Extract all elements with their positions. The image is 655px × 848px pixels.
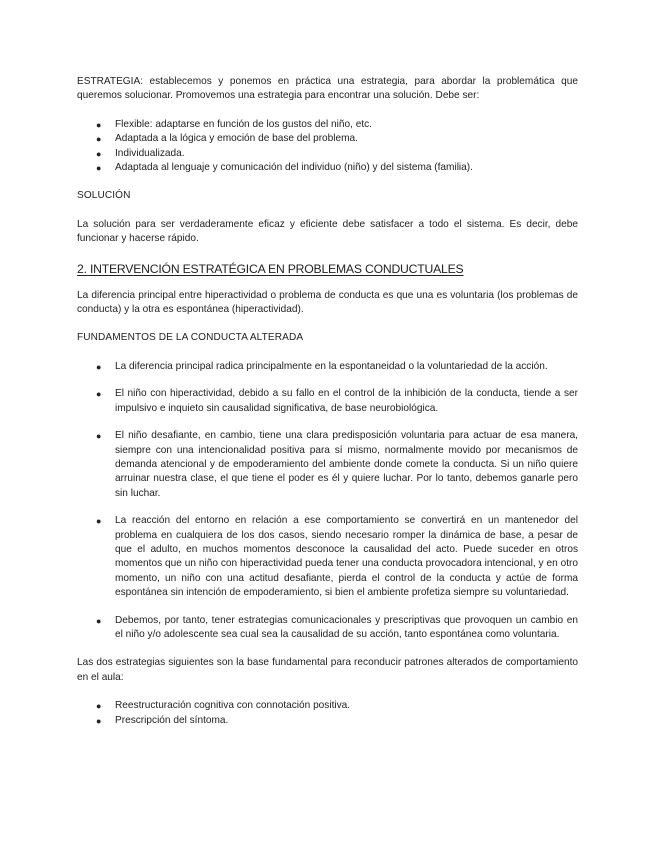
list-item: ● La diferencia principal radica principalmente en la espontaneidad o la voluntariedad de la acción. (77, 360, 578, 374)
fundamentos-label: FUNDAMENTOS DE LA CONDUCTA ALTERADA (77, 332, 304, 344)
list-item: ● Flexible: adaptarse en función de los gustos del niño, etc. (77, 118, 578, 132)
list-item: ● Prescripción del síntoma. (77, 714, 578, 728)
bullet-icon: ● (96, 701, 102, 712)
estrategia-paragraph: ESTRATEGIA: establecemos y ponemos en práctica una estrategia, para abordar la problemática que queremos solucionar. Promovemos una estrategia para encontrar una solución. Debe ser: (77, 76, 578, 102)
section-intro-paragraph: La diferencia principal entre hiperactividad o problema de conducta es que una es voluntaria (los problemas de conducta) y la otra es espontánea (hiperactividad). (77, 289, 578, 316)
bullet-icon: ● (96, 134, 102, 145)
list-item: ● Reestructuración cognitiva con connotación positiva. (77, 699, 578, 713)
bullet-icon: ● (96, 389, 102, 400)
solucion-label: SOLUCIÓN (77, 190, 131, 202)
list-item: ● Adaptada al lenguaje y comunicación del individuo (niño) y del sistema (familia). (77, 161, 578, 175)
list-item: ● El niño desafiante, en cambio, tiene una clara predisposición voluntaria para actuar de esa manera, siempre con una intencionalidad positiva para sí mismo, normalmente movido por mecanismos de demanda atencional y de empoderamiento del ambiente donde comete la conducta. Si un niño quiere arruinar nuestra clase, el que tiene el poder es él y quiere luchar. Por lo tanto, debemos ganarle pero sin luchar. (96, 430, 578, 499)
bullet-icon: ● (96, 715, 102, 726)
bullet-icon: ● (96, 148, 102, 159)
bullet-icon: ● (96, 431, 102, 442)
closing-bullet-list (77, 699, 578, 728)
list-item: ● Individualizada. (77, 147, 578, 161)
list-item: ● Adaptada a la lógica y emoción de base del problema. (77, 132, 578, 146)
bullet-icon: ● (96, 163, 102, 174)
estrategia-bullet-list (77, 118, 578, 176)
document-body (77, 75, 578, 728)
list-item: ● El niño con hiperactividad, debido a su fallo en el control de la inhibición de la conducta, tiende a ser impulsivo e inquieto sin causalidad significativa, de base neurobiológica. (96, 388, 578, 414)
fundamentos-bullet-list (77, 360, 578, 643)
closing-paragraph: Las dos estrategias siguientes son la base fundamental para reconducir patrones alterados de comportamiento en el aula: (77, 657, 578, 683)
bullet-icon: ● (96, 361, 102, 372)
bullet-icon: ● (96, 119, 102, 130)
solucion-paragraph: La solución para ser verdaderamente eficaz y eficiente debe satisfacer a todo el sistema. Es decir, debe funcionar y hacerse rápido. (77, 218, 578, 245)
bullet-icon: ● (96, 516, 102, 527)
list-item: ● La reacción del entorno en relación a ese comportamiento se convertirá en un mantenedor del problema en cualquiera de los dos casos, siendo necesario romper la dinámica de base, a pesar de que el adulto, en muchos momentos desconoce la causalidad del acto. Puede suceder en otros momentos que un niño con hiperactividad pueda tener una conducta provocadora intencional, y en otro momento, un niño con una actitud desafiante, pierda el control de la conducta y actúe de forma espontánea sin intención de empoderamiento, si bien el ambiente profetiza siempre su voluntariedad. (96, 515, 578, 599)
section-heading: 2. INTERVENCIÓN ESTRATÉGICA EN PROBLEMAS CONDUCTUALES (77, 261, 464, 276)
list-item: ● Debemos, por tanto, tener estrategias comunicacionales y prescriptivas que provoquen un cambio en el niño y/o adolescente sea cual sea la causalidad de su acción, tanto espontánea como voluntaria. (96, 614, 578, 640)
bullet-icon: ● (96, 615, 102, 626)
